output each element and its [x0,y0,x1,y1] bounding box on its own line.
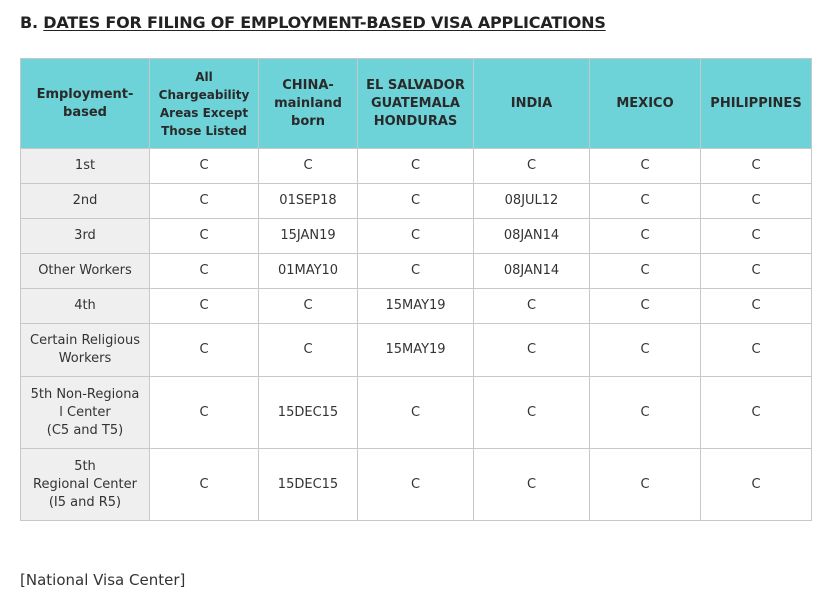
row-label: 5th Non-Regiona l Center (C5 and T5) [21,377,150,449]
table-cell: C [701,449,812,521]
table-cell: C [259,289,358,324]
table-cell: C [358,149,474,184]
visa-dates-table [20,58,812,521]
table-cell: C [701,377,812,449]
table-cell: C [590,324,701,377]
table-cell: C [701,254,812,289]
table-row [21,324,812,377]
table-cell: C [259,149,358,184]
header-el-salvador-guatemala-honduras: EL SALVADOR GUATEMALA HONDURAS [358,59,474,149]
table-cell: C [259,324,358,377]
row-label: Other Workers [21,254,150,289]
header-philippines: PHILIPPINES [701,59,812,149]
table-cell: C [590,184,701,219]
table-cell: C [590,254,701,289]
table-cell: C [358,449,474,521]
table-cell: C [474,377,590,449]
table-cell: 15JAN19 [259,219,358,254]
table-cell: 01MAY10 [259,254,358,289]
table-cell: C [150,149,259,184]
table-cell: C [150,377,259,449]
table-cell: C [474,324,590,377]
table-row [21,377,812,449]
table-cell: C [590,449,701,521]
table-row [21,254,812,289]
table-cell: C [358,219,474,254]
section-heading [20,13,606,32]
table-cell: C [474,149,590,184]
header-all-chargeability: All Chargeability Areas Except Those Listed [150,59,259,149]
table-cell: C [150,289,259,324]
section-prefix: B. [20,13,38,32]
table-cell: C [150,184,259,219]
table-cell: C [150,324,259,377]
table-cell: C [474,289,590,324]
table-cell: C [701,289,812,324]
table-cell: 15DEC15 [259,449,358,521]
table-cell: C [590,219,701,254]
table-cell: C [701,219,812,254]
table-row [21,449,812,521]
table-row [21,184,812,219]
table-cell: C [590,149,701,184]
header-china: CHINA- mainland born [259,59,358,149]
header-india: INDIA [474,59,590,149]
table-cell: C [358,254,474,289]
table-cell: C [150,219,259,254]
table-cell: 08JUL12 [474,184,590,219]
row-label: Certain Religious Workers [21,324,150,377]
table-cell: 15MAY19 [358,324,474,377]
table-row [21,289,812,324]
table-cell: C [150,254,259,289]
table-cell: C [701,149,812,184]
table-row [21,219,812,254]
table-cell: C [150,449,259,521]
row-label: 1st [21,149,150,184]
table-cell: 15DEC15 [259,377,358,449]
table-cell: 01SEP18 [259,184,358,219]
row-label: 4th [21,289,150,324]
section-title: DATES FOR FILING OF EMPLOYMENT-BASED VISA APPLICATIONS [43,13,606,32]
table-header-row [21,59,812,149]
table-cell: 15MAY19 [358,289,474,324]
table-cell: C [701,324,812,377]
source-note: [National Visa Center] [20,571,186,589]
header-mexico: MEXICO [590,59,701,149]
table-cell: C [590,377,701,449]
table-cell: C [590,289,701,324]
table-cell: C [358,377,474,449]
table-cell: C [474,449,590,521]
table-cell: 08JAN14 [474,219,590,254]
table-cell: 08JAN14 [474,254,590,289]
row-label: 5th Regional Center (I5 and R5) [21,449,150,521]
row-label: 3rd [21,219,150,254]
table-cell: C [701,184,812,219]
header-employment-based: Employment- based [21,59,150,149]
table-cell: C [358,184,474,219]
row-label: 2nd [21,184,150,219]
table-row [21,149,812,184]
